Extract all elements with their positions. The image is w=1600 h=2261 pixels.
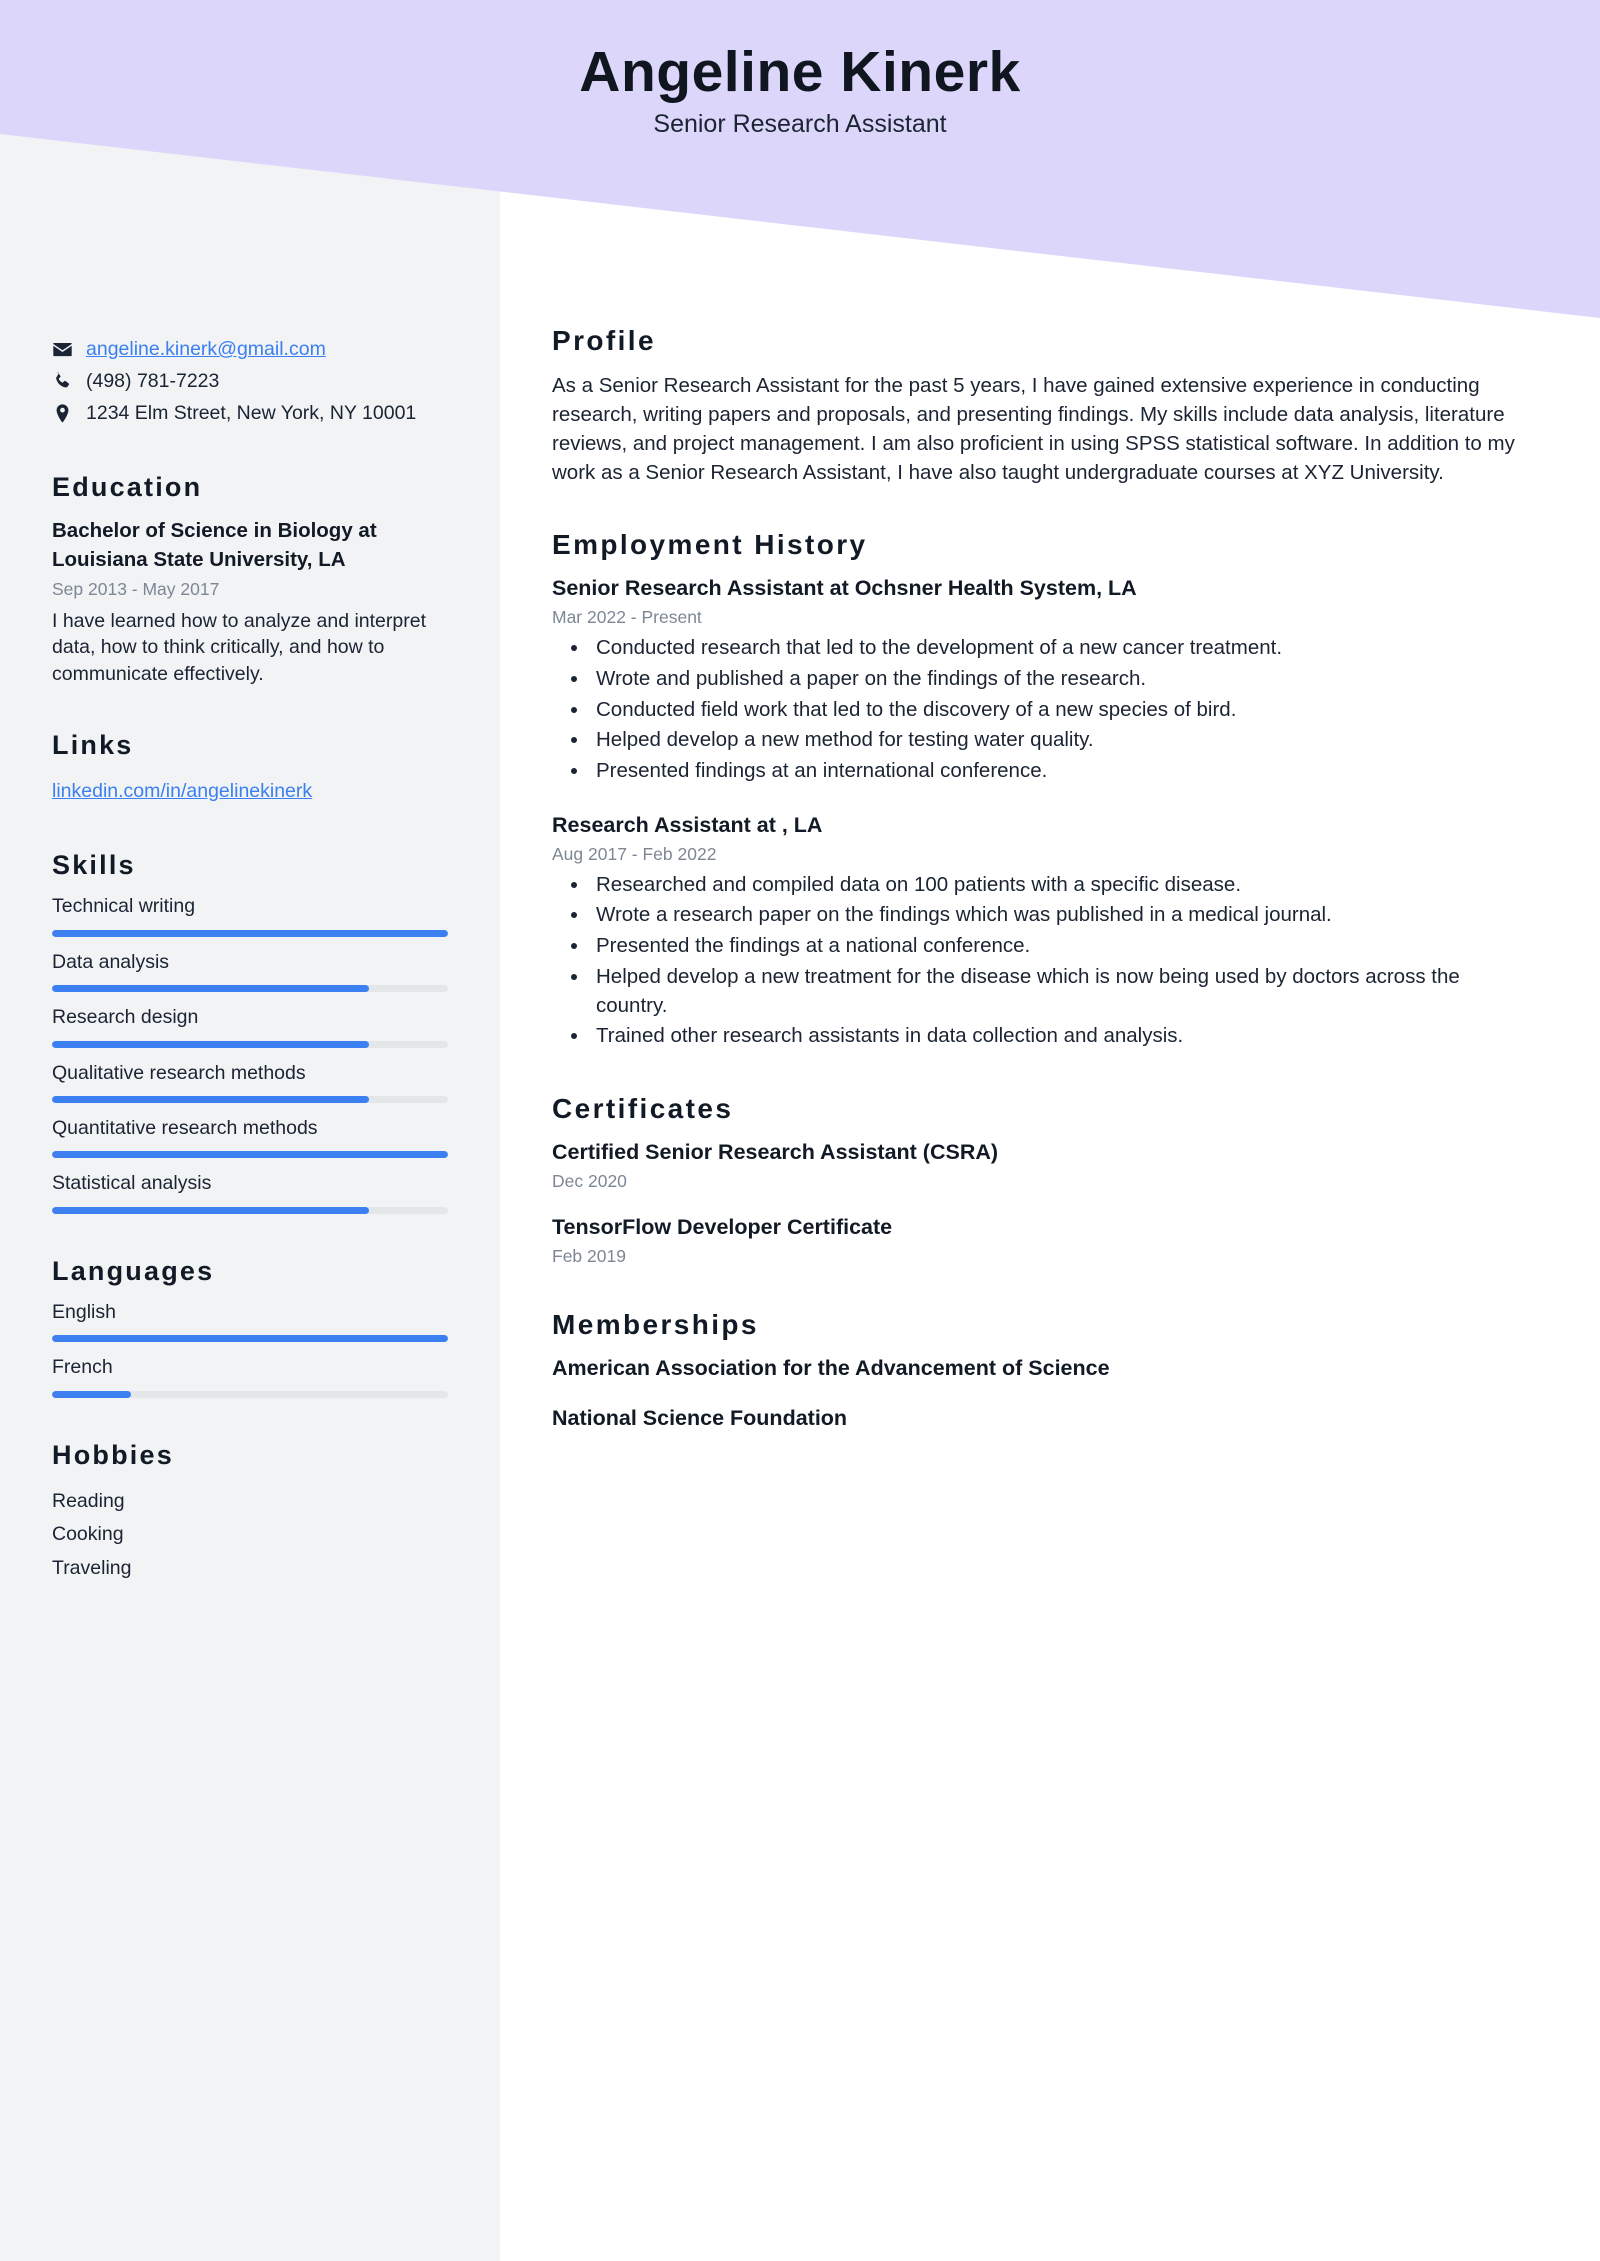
- profile-link[interactable]: linkedin.com/in/angelinekinerk: [52, 779, 313, 802]
- skill-item-label: Qualitative research methods: [52, 1061, 306, 1084]
- certificate-title: Certified Senior Research Assistant (CSRA): [552, 1139, 999, 1164]
- job-bullet: • Conducted research that led to the development of a new cancer treatment.: [590, 634, 1530, 663]
- job-entry: [552, 812, 1530, 1051]
- skill-item-fill: [52, 930, 448, 937]
- job-bullet: • Wrote a research paper on the findings which was published in a medical journal.: [590, 901, 1530, 930]
- languages-section: [52, 1256, 448, 1398]
- hobby-item: Traveling: [52, 1556, 132, 1579]
- job-bullet: • Presented the findings at a national conference.: [590, 932, 1530, 961]
- skills-heading: Skills: [52, 850, 136, 881]
- memberships-heading: Memberships: [552, 1308, 759, 1340]
- job-bullet: • Helped develop a new treatment for the disease which is now being used by doctors across the country.: [590, 963, 1530, 1020]
- employment-section: [552, 529, 1530, 1050]
- job-bullet: • Presented findings at an international conference.: [590, 757, 1530, 786]
- skill-item: [52, 1006, 448, 1047]
- languages-heading: Languages: [52, 1255, 215, 1286]
- education-date: Sep 2013 - May 2017: [52, 578, 220, 599]
- skill-item-label: Data analysis: [52, 950, 170, 973]
- skill-item-label: Research design: [52, 1006, 199, 1029]
- certificate-date: Dec 2020: [552, 1170, 627, 1191]
- membership-item: National Science Foundation: [552, 1405, 848, 1430]
- certificate-title: TensorFlow Developer Certificate: [552, 1214, 893, 1239]
- skill-item-fill: [52, 1041, 369, 1048]
- skill-item: [52, 895, 448, 936]
- language-item: [52, 1301, 448, 1342]
- hobby-item: Reading: [52, 1489, 125, 1512]
- main-column: [500, 0, 1600, 1473]
- skill-item-track: [52, 930, 448, 937]
- skill-item-label: Quantitative research methods: [52, 1116, 318, 1139]
- education-heading: Education: [52, 472, 203, 503]
- education-description: I have learned how to analyze and interpret data, how to think critically, and how to communicate effectively.: [52, 609, 426, 686]
- contact-value: (498) 781-7223: [86, 370, 220, 393]
- skill-item: [52, 1062, 448, 1103]
- job-title: Research Assistant at , LA: [552, 812, 823, 837]
- job-entry: [552, 575, 1530, 785]
- certificate-date: Feb 2019: [552, 1245, 626, 1266]
- education-title: Bachelor of Science in Biology at Louisiana State University, LA: [52, 519, 377, 572]
- skill-item-track: [52, 1096, 448, 1103]
- job-bullet: • Helped develop a new method for testing water quality.: [590, 726, 1530, 755]
- skill-item: [52, 951, 448, 992]
- skill-item-label: Technical writing: [52, 895, 196, 918]
- job-bullet: • Wrote and published a paper on the findings of the research.: [590, 665, 1530, 694]
- hobbies-section: [52, 1440, 448, 1586]
- job-bullet: • Trained other research assistants in data collection and analysis.: [590, 1022, 1530, 1051]
- links-heading: Links: [52, 729, 134, 760]
- skill-item-fill: [52, 1151, 448, 1158]
- skill-item-fill: [52, 985, 369, 992]
- education-section: [52, 472, 448, 687]
- contact-row: [52, 368, 448, 394]
- language-item-fill: [52, 1391, 131, 1398]
- skills-section: [52, 850, 448, 1213]
- employment-heading: Employment History: [552, 529, 868, 561]
- contact-row: [52, 336, 448, 362]
- candidate-headline: Senior Research Assistant: [653, 109, 947, 138]
- job-date: Aug 2017 - Feb 2022: [552, 843, 717, 864]
- education-entry-list: [52, 517, 448, 687]
- language-item: [52, 1356, 448, 1397]
- job-bullet-list: [552, 634, 1530, 785]
- certificate-entry: [552, 1139, 1530, 1192]
- education-entry: [52, 517, 448, 687]
- contact-value[interactable]: angeline.kinerk@gmail.com: [86, 338, 326, 360]
- certificates-section: [552, 1093, 1530, 1267]
- language-item-fill: [52, 1335, 448, 1342]
- hobbies-heading: Hobbies: [52, 1439, 174, 1470]
- contact-list: [52, 336, 448, 426]
- skill-item-fill: [52, 1207, 369, 1214]
- profile-heading: Profile: [552, 325, 656, 356]
- candidate-name: Angeline Kinerk: [579, 40, 1021, 104]
- job-bullet: • Researched and compiled data on 100 patients with a specific disease.: [590, 871, 1530, 900]
- skill-item-fill: [52, 1096, 369, 1103]
- hobby-item: Cooking: [52, 1523, 124, 1546]
- contact-value: 1234 Elm Street, New York, NY 10001: [86, 402, 417, 425]
- phone-icon: [52, 368, 86, 392]
- links-list: [52, 775, 448, 809]
- skills-list: [52, 895, 448, 1213]
- job-bullet: • Conducted field work that led to the discovery of a new species of bird.: [590, 696, 1530, 725]
- language-item-track: [52, 1335, 448, 1342]
- certificates-heading: Certificates: [552, 1092, 734, 1124]
- language-item-label: French: [52, 1356, 113, 1379]
- language-item-label: English: [52, 1300, 116, 1323]
- email-icon: [52, 336, 86, 360]
- skill-item-track: [52, 1041, 448, 1048]
- job-list: [552, 575, 1530, 1050]
- skill-item-track: [52, 985, 448, 992]
- skill-item-track: [52, 1151, 448, 1158]
- certificate-list: [552, 1139, 1530, 1267]
- languages-list: [52, 1301, 448, 1398]
- sidebar-column: [0, 0, 500, 1625]
- memberships-section: [552, 1309, 1530, 1433]
- certificate-entry: [552, 1214, 1530, 1267]
- membership-list: [552, 1355, 1530, 1433]
- profile-text: As a Senior Research Assistant for the past 5 years, I have gained extensive experience in conducting research, writing papers and proposals, and presenting findings. My skills include data analysis, literature reviews, and project management. I am also proficient in using SPSS statistical software. In addition to my work as a Senior Research Assistant, I have also taught undergraduate courses at XYZ University.: [552, 374, 1515, 485]
- job-date: Mar 2022 - Present: [552, 607, 702, 628]
- job-bullet-list: [552, 871, 1530, 1051]
- membership-item: American Association for the Advancement of Science: [552, 1355, 1110, 1380]
- skill-item-label: Statistical analysis: [52, 1172, 212, 1195]
- skill-item: [52, 1172, 448, 1213]
- contact-row: [52, 400, 448, 426]
- links-section: [52, 730, 448, 809]
- language-item-track: [52, 1391, 448, 1398]
- job-title: Senior Research Assistant at Ochsner Health System, LA: [552, 576, 1137, 601]
- location-icon: [52, 400, 86, 424]
- skill-item-track: [52, 1207, 448, 1214]
- hobbies-list: [52, 1485, 448, 1586]
- skill-item: [52, 1117, 448, 1158]
- profile-section: [552, 325, 1530, 487]
